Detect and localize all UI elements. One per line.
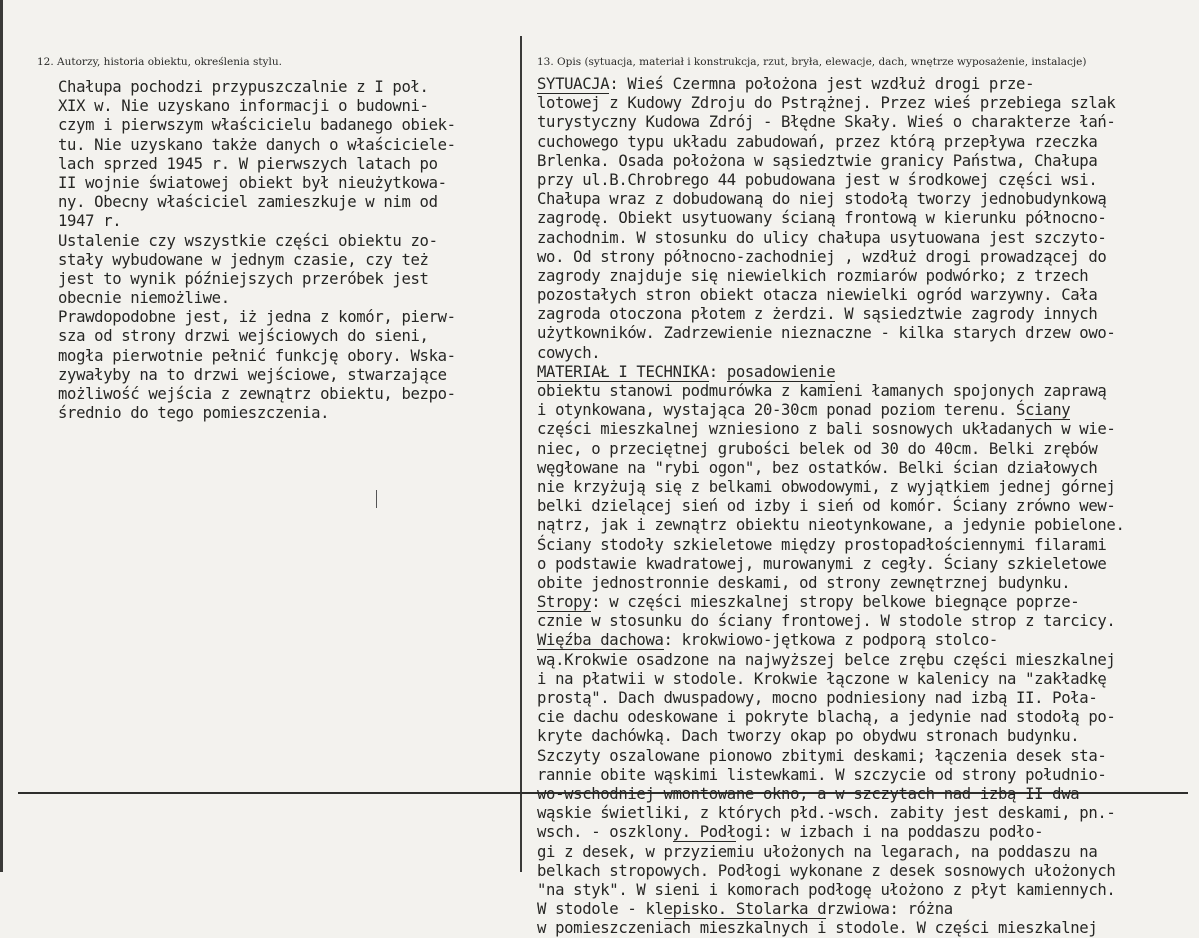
text-line: Chałupa wraz z dobudowaną do niej stodołą tworzy jednobudynkową [537, 190, 1107, 209]
text-line: nątrz, jak i zewnątrz obiektu nieotynkowane, a jedynie pobielone. [537, 516, 1125, 535]
text-line: przy ul.B.Chrobrego 44 pobudowana jest w środkowej części wsi. [537, 170, 1098, 189]
text-line: Prawdopodobne jest, iż jedna z komór, pierw- [58, 308, 456, 327]
text-line: zagroda otoczona płotem z żerdzi. W sąsiedztwie zagrody innych [537, 305, 1098, 324]
left-border-line [0, 0, 3, 872]
text-line: pozostałych stron obiekt otacza niewielki ogród warzywny. Cała [537, 286, 1098, 305]
text-line: sza od strony drzwi wejściowych do sieni, [58, 327, 429, 346]
text-line: wąskie świetliki, z których płd.-wsch. zabity jest deskami, pn.- [537, 804, 1116, 823]
text-line: prostą". Dach dwuspadowy, mocno podniesiony nad izbą II. Poła- [537, 689, 1098, 707]
text-line: cowych. [537, 343, 601, 362]
text-line: jest to wynik późniejszych przeróbek jest [58, 269, 429, 288]
text-line: cuchowego typu układu zabudowań, przez którą przepływa rzeczka [537, 132, 1098, 151]
text-line: XIX w. Nie uzyskano informacji o budowni- [58, 97, 429, 116]
text-line: mogła pierwotnie pełnić funkcję obory. Wska- [58, 346, 456, 365]
text-line: belki dzielącej sień od izby i sień od komór. Ściany zrówno wew- [537, 497, 1116, 516]
text-line: nie krzyżują się z belkami obwodowymi, z wyjątkiem jednej górnej [537, 477, 1116, 496]
text-line: cie dachu odeskowane i pokryte blachą, a jedynie nad stodołą po- [537, 708, 1116, 727]
text-line: zagrody znajduje się niewielkich rozmiarów podwórko; z trzech [537, 266, 1089, 285]
text-line: Ściany stodoły szkieletowe między prostopadłościennymi filarami [537, 535, 1107, 554]
text-line: Więźba dachowa: krokwiowo-jętkowa z podporą stolco- [537, 631, 998, 650]
text-line: czym i pierwszym właścicielu badanego obiek- [58, 116, 456, 135]
text-line: lotowej z Kudowy Zdroju do Pstrążnej. Przez wieś przebiega szlak [537, 94, 1116, 113]
text-line: Ustalenie czy wszystkie części obiektu zo- [58, 231, 438, 250]
column-divider [520, 36, 522, 872]
text-line: Szczyty oszalowane pionowo zbitymi deskami; łączenia desek sta- [537, 746, 1107, 765]
text-line: Stropy: w części mieszkalnej stropy belkowe biegnące poprze- [537, 593, 1080, 612]
text-line: MATERIAŁ I TECHNIKA: posadowienie [537, 362, 836, 381]
text-line: i na płatwii w stodole. Krokwie łączone w kalenicy na "zakładkę [537, 669, 1107, 688]
text-line: W stodole - klepisko. Stolarka drzwiowa: różna [537, 900, 953, 919]
text-line: węgłowane na "rybi ogon", bez ostatków. Belki ścian działowych [537, 458, 1098, 477]
text-line: o podstawie kwadratowej, murowanymi z cegły. Ściany szkieletowe [537, 554, 1107, 573]
text-line: obecnie niemożliwe. [58, 289, 230, 308]
section-12-text [58, 78, 456, 423]
text-line: obiektu stanowi podmurówka z kamieni łamanych spojonych zaprawą [537, 382, 1107, 400]
text-line: stały wybudowane w jednym czasie, czy też [58, 250, 429, 269]
text-line: rannie obite wąskimi listewkami. W szczycie od strony południo- [537, 765, 1107, 784]
section-12-heading: 12. Autorzy, historia obiektu, określenia stylu. [37, 56, 282, 68]
text-line: Chałupa pochodzi przypuszczalnie z I poł. [58, 78, 429, 96]
section-13-heading: 13. Opis (sytuacja, materiał i konstrukcja, rzut, bryła, elewacje, dach, wnętrze wyposażenie, instalacje) [537, 56, 1087, 68]
text-line: belkach stropowych. Podłogi wykonane z desek sosnowych ułożonych [537, 861, 1116, 880]
text-line: części mieszkalnej wzniesiono z bali sosnowych układanych w wie- [537, 420, 1116, 439]
text-line: gi z desek, w przyziemiu ułożonych na legarach, na poddaszu na [537, 842, 1098, 861]
text-line: tu. Nie uzyskano także danych o właściciele- [58, 135, 456, 154]
pencil-mark [376, 490, 377, 508]
text-line: możliwość wejścia z zewnątrz obiektu, bezpo- [58, 385, 456, 403]
text-line: zagrodę. Obiekt usytuowany ścianą frontową w kierunku północno- [537, 209, 1107, 228]
text-line: wsch. - oszklony. Podłogi: w izbach i na poddaszu podło- [537, 823, 1044, 842]
text-line: wo. Od strony północno-zachodniej , wzdłuż drogi prowadzącej do [537, 247, 1107, 266]
text-line: i otynkowana, wystająca 20-30cm ponad poziom terenu. Ściany [537, 401, 1071, 420]
text-line: kryte dachówką. Dach tworzy okap po obydwu stronach budynku. [537, 727, 1080, 746]
text-line: lach sprzed 1945 r. W pierwszych latach po [58, 154, 438, 173]
text-line: ny. Obecny właściciel zamieszkuje w nim od [58, 193, 438, 212]
text-line: "na styk". W sieni i komorach podłogę ułożono z płyt kamiennych. [537, 880, 1116, 899]
text-line: średnio do tego pomieszczenia. [58, 404, 330, 423]
text-line: turystyczny Kudowa Zdrój - Błędne Skały. Wieś o charakterze łań- [537, 113, 1116, 132]
text-line: zachodnim. W stosunku do ulicy chałupa usytuowana jest szczyto- [537, 228, 1107, 247]
text-line: II wojnie światowej obiekt był nieużytkowa- [58, 173, 447, 192]
text-line: zywałyby na to drzwi wejściowe, stwarzające [58, 365, 447, 384]
text-line: obite jednostronnie deskami, od strony zewnętrznej budynku. [537, 573, 1071, 592]
text-line: SYTUACJA: Wieś Czermna położona jest wzdłuż drogi prze- [537, 75, 1035, 93]
text-line: wą.Krokwie osadzone na najwyższej belce zrębu części mieszkalnej [537, 650, 1116, 669]
text-line: Brlenka. Osada położona w sąsiedztwie granicy Państwa, Chałupa [537, 151, 1098, 170]
text-line: cznie w stosunku do ściany frontowej. W stodole strop z tarcicy. [537, 612, 1116, 631]
text-line: 1947 r. [58, 212, 122, 231]
text-line: użytkowników. Zadrzewienie nieznaczne - kilka starych drzew owo- [537, 324, 1116, 343]
text-line: w pomieszczeniach mieszkalnych i stodole. W części mieszkalnej [537, 919, 1098, 938]
section-13-text [537, 75, 1125, 938]
text-line: niec, o przeciętnej grubości belek od 30 do 40cm. Belki zrębów [537, 439, 1098, 458]
text-line: wo-wschodniej wmontowane okno, a w szczytach nad izbą II dwa [537, 784, 1080, 803]
